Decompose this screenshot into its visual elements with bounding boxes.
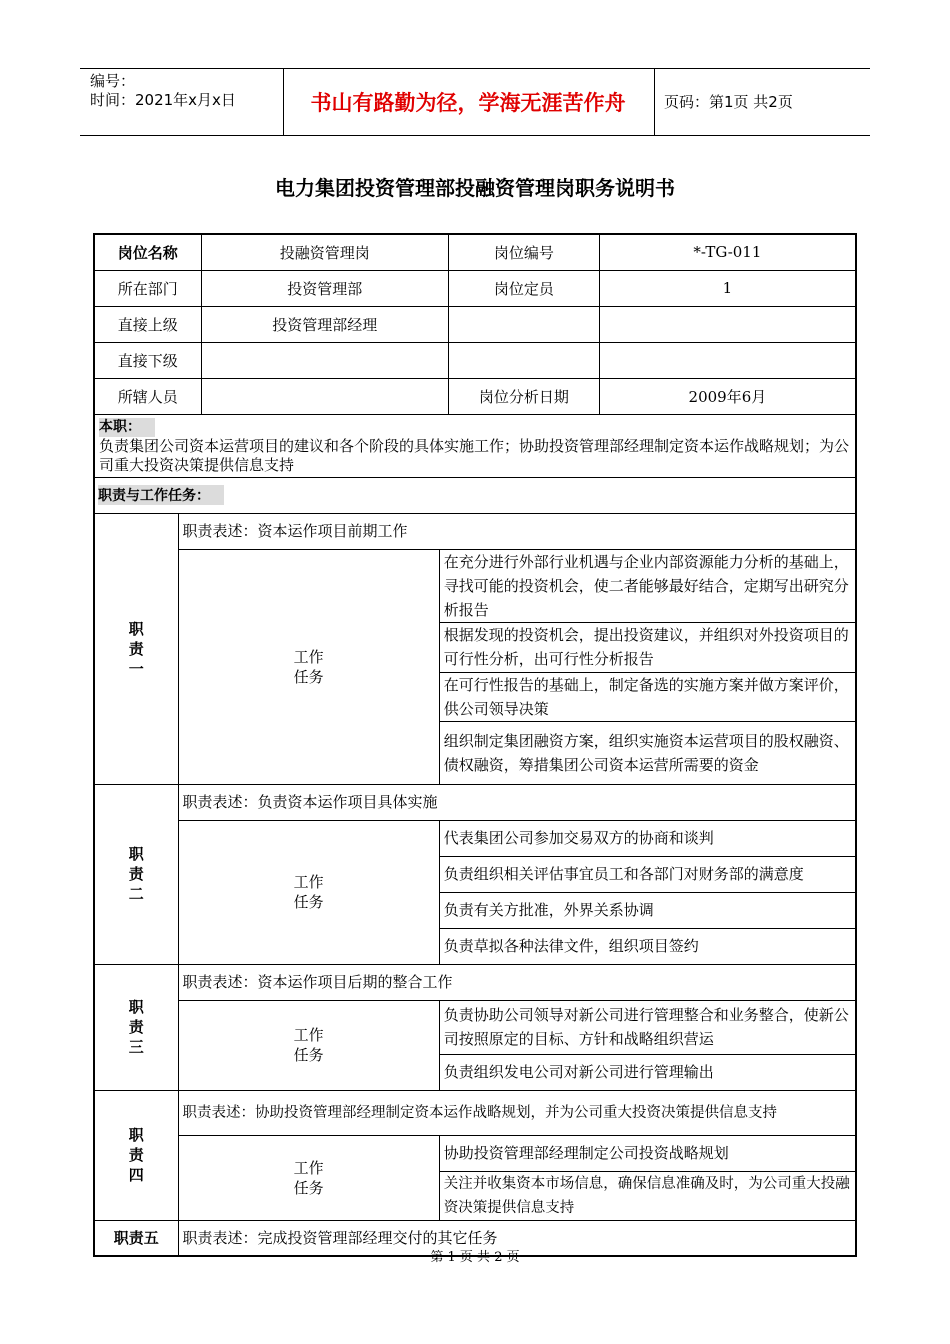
header-page-info: 页码：第1页 共2页 — [664, 93, 793, 111]
duty-3-statement: 职责表述：资本运作项目后期的整合工作 — [178, 964, 856, 1000]
role-cell — [94, 414, 856, 477]
duty-1-task: 在充分进行外部行业机遇与企业内部资源能力分析的基础上，寻找可能的投资机会，使二者能够最好结合，定期写出研究分析报告 — [439, 549, 856, 622]
duty-statement-row — [94, 784, 856, 820]
duty-2-task: 负责草拟各种法律文件，组织项目签约 — [439, 928, 856, 964]
empty-cell — [449, 306, 600, 342]
duty-3-task: 负责协助公司领导对新公司进行管理整合和业务整合，使新公司按照原定的目标、方针和战略组织营运 — [439, 1000, 856, 1054]
task-row — [94, 820, 856, 856]
duty-3-head: 职责三 — [94, 964, 178, 1090]
subordinate-label: 直接下级 — [94, 342, 201, 378]
quota-label: 岗位定员 — [449, 270, 600, 306]
duty-2-task: 负责有关方批准，外界关系协调 — [439, 892, 856, 928]
info-row — [94, 342, 856, 378]
duty-1-head: 职责一 — [94, 513, 178, 784]
page-title: 电力集团投资管理部投融资管理岗职务说明书 — [275, 176, 675, 200]
duty-2-task: 负责组织相关评估事宜员工和各部门对财务部的满意度 — [439, 856, 856, 892]
empty-cell — [449, 342, 600, 378]
duty-1-task: 组织制定集团融资方案，组织实施资本运营项目的股权融资、债权融资，筹措集团公司资本运营所需要的资金 — [439, 721, 856, 784]
duty-statement-row — [94, 1090, 856, 1135]
duties-label-cell — [94, 477, 856, 513]
header-motto: 书山有路勤为径，学海无涯苦作舟 — [310, 90, 626, 115]
duty-2-work-label: 工作任务 — [178, 820, 439, 964]
duties-label: 职责与工作任务： — [98, 485, 224, 505]
job-description-table — [93, 233, 857, 1257]
analysis-date-label: 岗位分析日期 — [449, 378, 600, 414]
analysis-date-value: 2009年6月 — [599, 378, 856, 414]
duty-4-head: 职责四 — [94, 1090, 178, 1220]
duty-4-task: 关注并收集资本市场信息，确保信息准确及时，为公司重大投融资决策提供信息支持 — [439, 1171, 856, 1220]
empty-cell — [599, 342, 856, 378]
duty-2-statement: 职责表述：负责资本运作项目具体实施 — [178, 784, 856, 820]
duty-3-task: 负责组织发电公司对新公司进行管理输出 — [439, 1054, 856, 1090]
subordinate-value — [201, 342, 448, 378]
task-row — [94, 549, 856, 622]
duty-1-task: 在可行性报告的基础上，制定备选的实施方案并做方案评价，供公司领导决策 — [439, 672, 856, 721]
superior-label: 直接上级 — [94, 306, 201, 342]
info-row — [94, 270, 856, 306]
header-divider — [654, 68, 655, 135]
post-name-value: 投融资管理岗 — [201, 234, 448, 270]
header-meta — [90, 72, 280, 110]
role-row — [94, 414, 856, 477]
post-no-label: 岗位编号 — [449, 234, 600, 270]
duty-4-statement: 职责表述：协助投资管理部经理制定资本运作战略规划，并为公司重大投资决策提供信息支持 — [178, 1090, 856, 1135]
info-row — [94, 306, 856, 342]
duty-5-statement: 职责表述：完成投资管理部经理交付的其它任务 — [178, 1220, 856, 1256]
duty-statement-row — [94, 964, 856, 1000]
quota-value: 1 — [599, 270, 856, 306]
duties-label-row — [94, 477, 856, 513]
staff-value — [201, 378, 448, 414]
empty-cell — [599, 306, 856, 342]
duty-2-task: 代表集团公司参加交易双方的协商和谈判 — [439, 820, 856, 856]
task-row — [94, 1135, 856, 1171]
post-name-label: 岗位名称 — [94, 234, 201, 270]
duty-1-work-label: 工作任务 — [178, 549, 439, 784]
duty-2-head: 职责二 — [94, 784, 178, 964]
staff-label: 所辖人员 — [94, 378, 201, 414]
duty-3-work-label: 工作任务 — [178, 1000, 439, 1090]
page-footer: 第 1 页 共 2 页 — [430, 1250, 520, 1265]
duty-1-statement: 职责表述：资本运作项目前期工作 — [178, 513, 856, 549]
info-row — [94, 378, 856, 414]
role-text: 负责集团公司资本运营项目的建议和各个阶段的具体实施工作；协助投资管理部经理制定资本运作战略规划；为公司重大投资决策提供信息支持 — [99, 436, 850, 474]
header-bottom-rule — [80, 135, 870, 136]
task-row — [94, 1000, 856, 1054]
superior-value: 投资管理部经理 — [201, 306, 448, 342]
duty-5-head: 职责五 — [94, 1220, 178, 1256]
post-no-value: *-TG-011 — [599, 234, 856, 270]
duty-4-work-label: 工作任务 — [178, 1135, 439, 1220]
role-label: 本职： — [99, 418, 155, 437]
duty-statement-row — [94, 513, 856, 549]
duty-4-task: 协助投资管理部经理制定公司投资战略规划 — [439, 1135, 856, 1171]
doc-number-label: 编号： — [90, 72, 136, 90]
dept-value: 投资管理部 — [201, 270, 448, 306]
duty-1-task: 根据发现的投资机会，提出投资建议，并组织对外投资项目的可行性分析，出可行性分析报告 — [439, 622, 856, 672]
dept-label: 所在部门 — [94, 270, 201, 306]
doc-time-label: 时间：2021年x月x日 — [90, 91, 236, 109]
info-row — [94, 234, 856, 270]
